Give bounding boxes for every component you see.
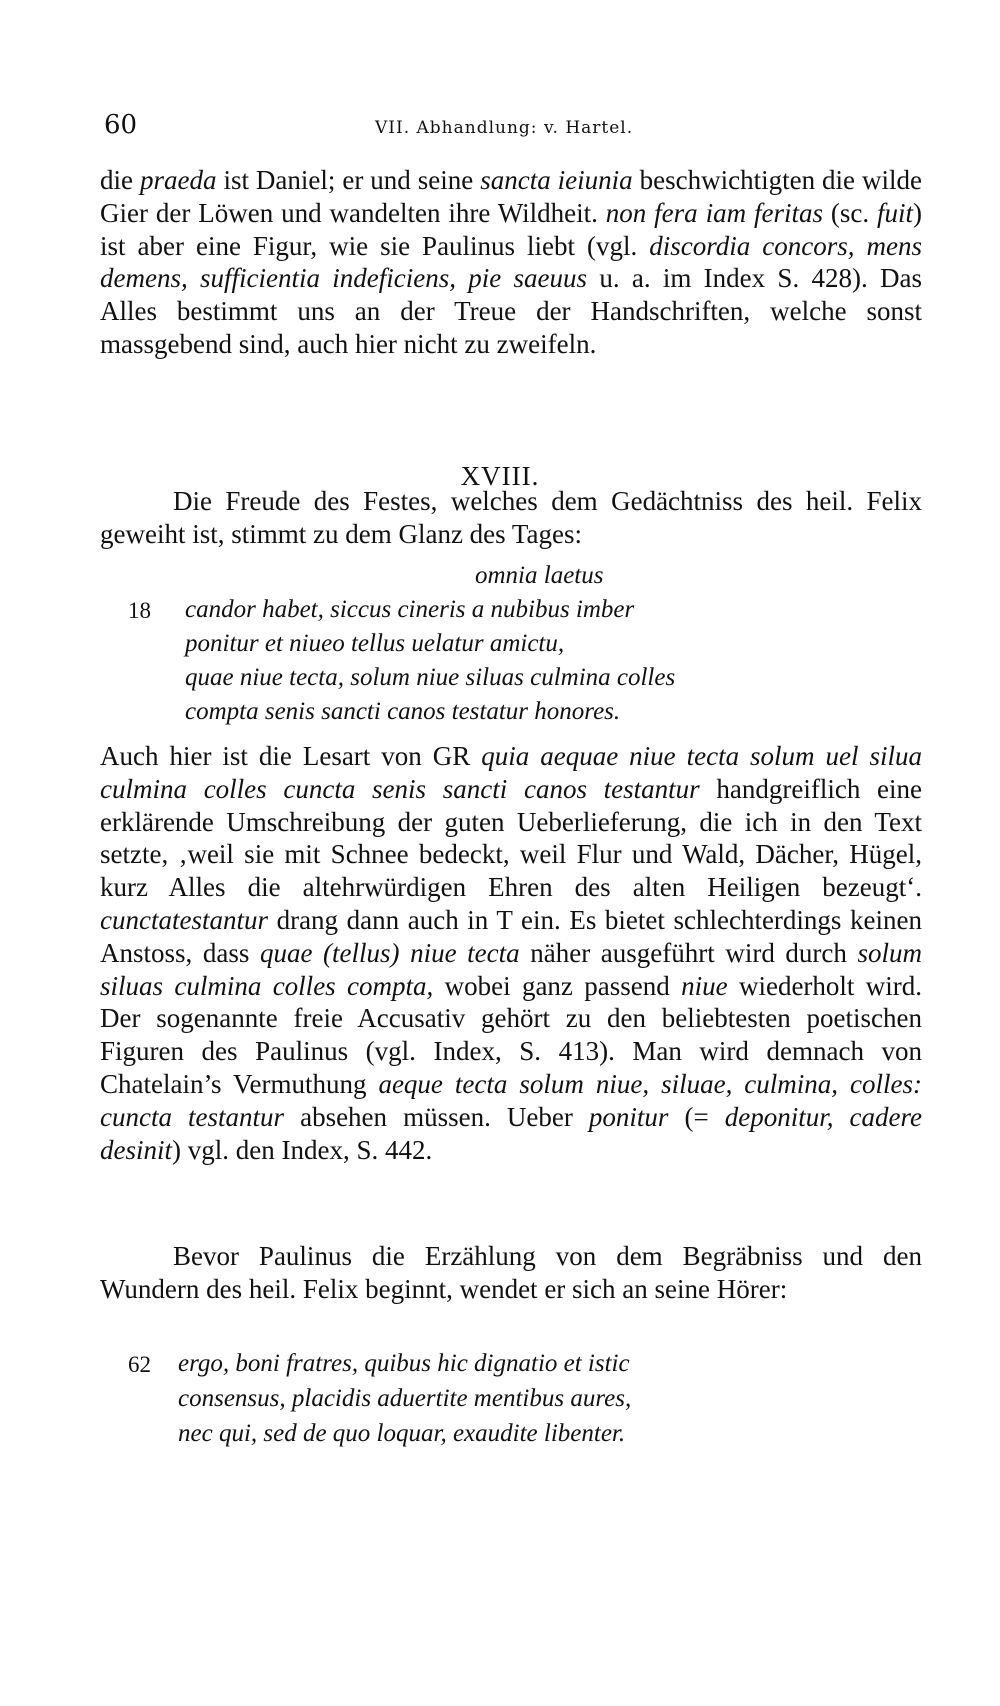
paragraph-4: Bevor Paulinus die Erzählung von dem Begräbniss und den Wundern des heil. Felix beginnt, wendet er sich an seine Hörer:	[100, 1241, 922, 1304]
verse-number: 18	[128, 598, 151, 623]
verse-line: candor habet, siccus cineris a nubibus imber	[185, 596, 635, 623]
latin-quotation: praeda	[139, 165, 217, 195]
verse-line: ponitur et niueo tellus uelatur amictu,	[185, 630, 565, 657]
latin-quotation: solum siluas culmina colles compta,	[100, 937, 922, 1001]
latin-quotation: non fera iam feritas	[605, 197, 823, 228]
verse-line: nec qui, sed de quo loquar, exaudite libenter.	[178, 1420, 626, 1447]
latin-quotation: quae (tellus) niue tecta	[259, 937, 520, 968]
latin-quotation: quia aequae niue tecta solum uel silua culmina colles cuncta senis sancti canos testantur	[100, 741, 922, 804]
page-number: 60	[104, 110, 138, 140]
verse-number: 62	[128, 1352, 151, 1377]
latin-quotation: ponitur	[588, 1101, 669, 1132]
verse-line: compta senis sancti canos testatur honores.	[185, 698, 621, 725]
latin-quotation: discordia concors, mens demens, sufficientia indeficiens, pie saeuus	[100, 230, 922, 294]
verse-line: ergo, boni fratres, quibus hic dignatio et istic	[178, 1350, 630, 1377]
latin-quotation: niue	[681, 970, 728, 1001]
verse-line: consensus, placidis aduertite mentibus aures,	[178, 1385, 632, 1412]
verse-line: omnia laetus	[475, 562, 604, 589]
paragraph-1: die praeda ist Daniel; er und seine sancta ieiunia beschwichtigten die wilde Gier der Löwen und wandelten ihre Wildheit. non fera iam feritas (sc. fuit) ist aber eine Figur, wie sie Paulinus liebt (vgl. discordia concors, mens demens, sufficientia indeficiens, pie saeuus u. a. im Index S. 428). Das Alles bestimmt uns an der Treue der Handschriften, welche sonst massgebend sind, auch hier nicht zu zweifeln.	[100, 165, 923, 359]
paragraph-3: Auch hier ist die Lesart von GR quia aequae niue tecta solum uel silua culmina colles cuncta senis sancti canos testantur handgreiflich eine erklärende Umschreibung der guten Ueberlieferung, die ich in den Text setzte, ‚weil sie mit Schnee bedeckt, weil Flur und Wald, Dächer, Hügel, kurz Alles die altehrwürdigen Ehren des alten Heiligen bezeugt‘. cunctatestantur drang dann auch in T ein. Es bietet schlechterdings keinen Anstoss, dass quae (tellus) niue tecta näher ausgeführt wird durch solum siluas culmina colles compta, wobei ganz passend niue wiederholt wird. Der sogenannte freie Accusativ gehört zu den beliebtesten poetischen Figuren des Paulinus (vgl. Index, S. 413). Man wird demnach von Chatelain’s Vermuthung aeque tecta solum niue, siluae, culmina, colles: cuncta testantur absehen müssen. Ueber ponitur (= deponitur, cadere desinit) vgl. den Index, S. 442.	[100, 741, 923, 1165]
section-heading: XVIII.	[460, 461, 540, 491]
latin-quotation: sancta ieiunia	[480, 165, 633, 195]
latin-quotation: deponitur, cadere desinit	[100, 1101, 923, 1165]
paragraph-2: Die Freude des Festes, welches dem Gedächtniss des heil. Felix geweiht ist, stimmt zu dem Glanz des Tages:	[100, 486, 922, 549]
running-head: VII. Abhandlung: v. Hartel.	[375, 118, 634, 138]
latin-quotation: cunctatestantur	[100, 904, 268, 935]
latin-quotation: fuit	[877, 197, 914, 228]
latin-quotation: aeque tecta solum niue, siluae, culmina, colles: cuncta testantur	[100, 1068, 922, 1132]
verse-line: quae niue tecta, solum niue siluas culmina colles	[185, 664, 676, 691]
